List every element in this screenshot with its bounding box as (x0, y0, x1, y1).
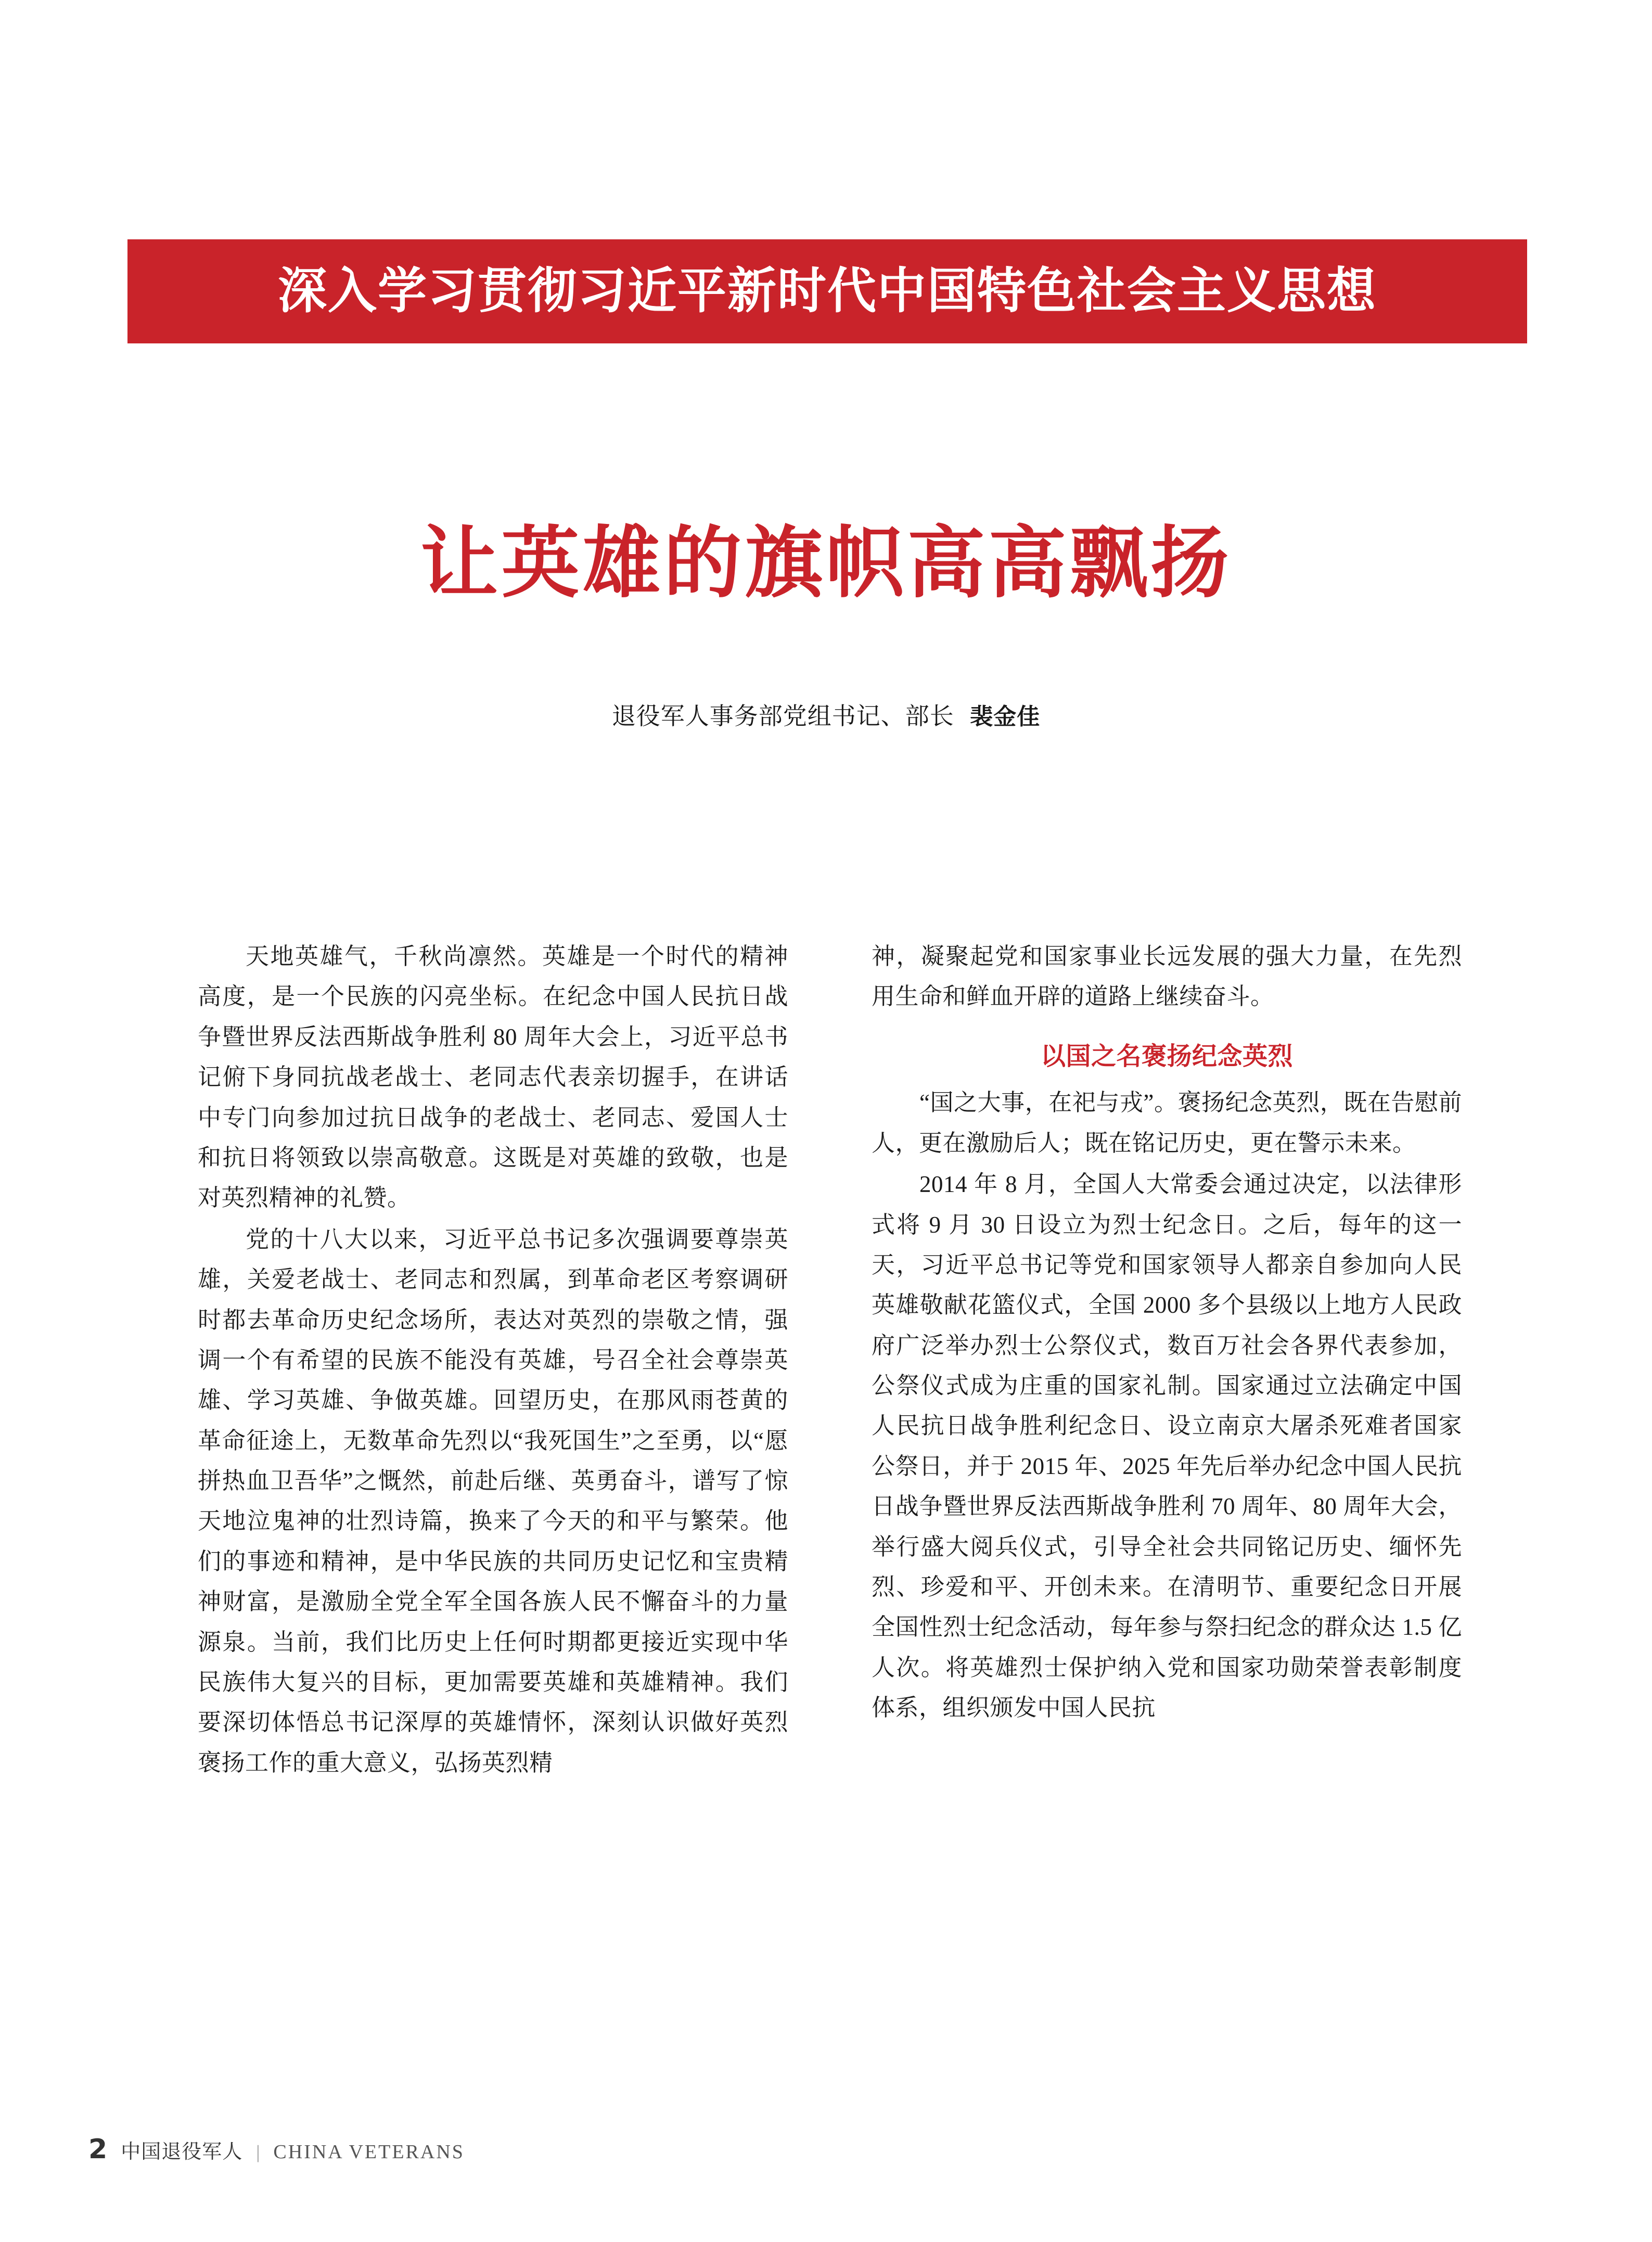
section-subheading: 以国之名褒扬纪念英烈 (1040, 1041, 1293, 1071)
banner-title: 深入学习贯彻习近平新时代中国特色社会主义思想 (277, 263, 1377, 319)
article-headline: 让英雄的旗帜高高飘扬 (420, 517, 1232, 609)
paragraph-continuation: 神，凝聚起党和国家事业长远发展的强大力量，在先烈用生命和鲜血开辟的道路上继续奋斗。 (872, 943, 1462, 1010)
page-footer (88, 2134, 465, 2165)
body-column-left (198, 937, 788, 1784)
paragraph: “国之大事，在祀与戎”。褒扬纪念英烈，既在告慰前人，更在激励后人；既在铭记历史，更在警示未来。 (872, 1090, 1462, 1156)
byline-affiliation: 退役军人事务部党组书记、部长 (611, 703, 954, 729)
section-banner (127, 239, 1527, 343)
page-number: 2 (88, 2134, 108, 2165)
paragraph: 2014 年 8 月，全国人大常委会通过决定，以法律形式将 9 月 30 日设立为烈士纪念日。之后，每年的这一天，习近平总书记等党和国家领导人都亲自参加向人民英雄敬献花篮仪式，全国 2000 多个县级以上地方人民政府广泛举办烈士公祭仪式，数百万社会各界代表参加，公祭仪式成为庄重的国家礼制。国家通过立法确定中国人民抗日战争胜利纪念日、设立南京大屠杀死难者国家公祭日，并于 2015 年、2025 年先后举办纪念中国人民抗日战争暨世界反法西斯战争胜利 70 周年、80 周年大会，举行盛大阅兵仪式，引导全社会共同铭记历史、缅怀先烈、珍爱和平、开创未来。在清明节、重要纪念日开展全国性烈士纪念活动，每年参与祭扫纪念的群众达 1.5 亿人次。将英雄烈士保护纳入党和国家功勋荣誉表彰制度体系，组织颁发中国人民抗 (872, 1171, 1462, 1721)
byline (0, 697, 1652, 732)
footer-separator: | (256, 2142, 260, 2162)
magazine-name-cn: 中国退役军人 (121, 2140, 243, 2163)
paragraph: 党的十八大以来，习近平总书记多次强调要尊崇英雄，关爱老战士、老同志和烈属，到革命老区考察调研时都去革命历史纪念场所，表达对英烈的崇敬之情，强调一个有希望的民族不能没有英雄，号召全社会尊崇英雄、学习英雄、争做英雄。回望历史，在那风雨苍黄的革命征途上，无数革命先烈以“我死国生”之至勇，以“愿拼热血卫吾华”之慨然，前赴后继、英勇奋斗，谱写了惊天地泣鬼神的壮烈诗篇，换来了今天的和平与繁荣。他们的事迹和精神，是中华民族的共同历史记忆和宝贵精神财富，是激励全党全军全国各族人民不懈奋斗的力量源泉。当前，我们比历史上任何时期都更接近实现中华民族伟大复兴的目标，更加需要英雄和英雄精神。我们要深切体悟总书记深厚的英雄情怀，深刻认识做好英烈褒扬工作的重大意义，弘扬英烈精 (198, 1226, 788, 1776)
body-column-right (872, 937, 1462, 1784)
byline-author: 裴金佳 (970, 703, 1041, 730)
magazine-name-en: CHINA VETERANS (273, 2141, 465, 2163)
paragraph: 天地英雄气，千秋尚凛然。英雄是一个时代的精神高度，是一个民族的闪亮坐标。在纪念中国人民抗日战争暨世界反法西斯战争胜利 80 周年大会上，习近平总书记俯下身同抗战老战士、老同志代表亲切握手，在讲话中专门向参加过抗日战争的老战士、老同志、爱国人士和抗日将领致以崇高敬意。这既是对英雄的致敬，也是对英烈精神的礼赞。 (198, 943, 788, 1211)
article-body (198, 937, 1462, 1784)
